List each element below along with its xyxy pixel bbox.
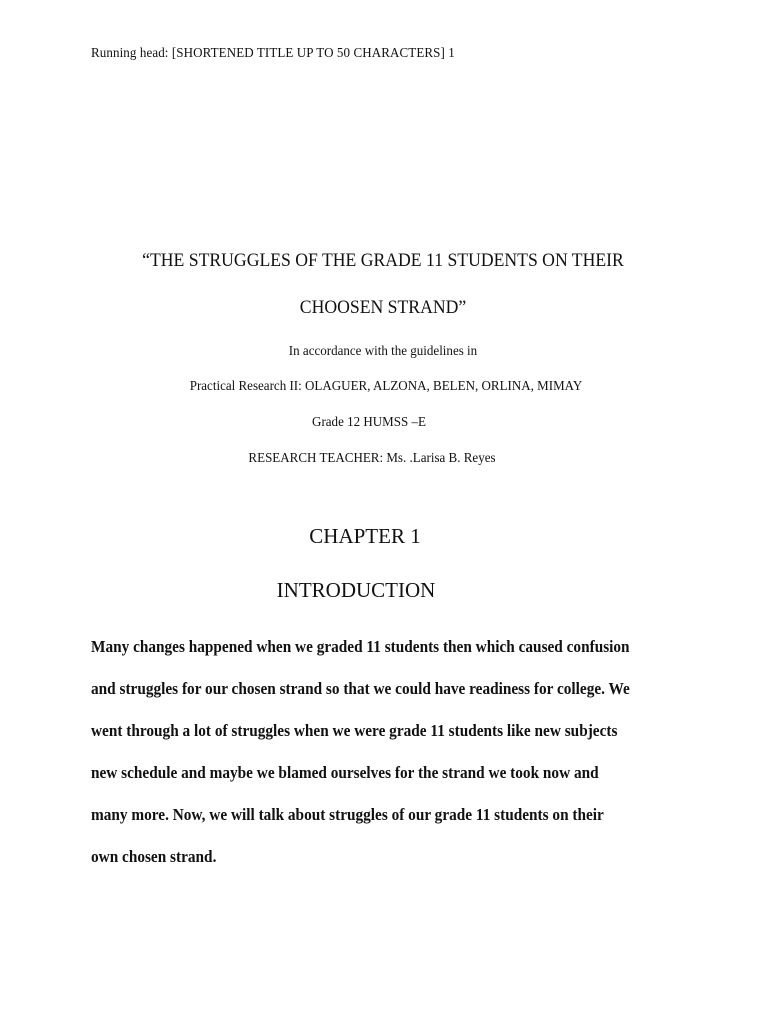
section-heading: INTRODUCTION	[276, 578, 436, 602]
teacher-line: RESEARCH TEACHER: Ms. .Larisa B. Reyes	[248, 451, 496, 466]
title-line-2: CHOOSEN STRAND”	[299, 297, 467, 318]
paragraph-line: went through a lot of struggles when we were grade 11 students like new subjects	[91, 721, 618, 740]
paragraph-line: own chosen strand.	[91, 847, 217, 866]
guidelines-line: In accordance with the guidelines in	[288, 344, 478, 359]
body-paragraph	[91, 626, 691, 878]
paragraph-line: Many changes happened when we graded 11 students then which caused confusion	[91, 637, 630, 656]
running-head: Running head: [SHORTENED TITLE UP TO 50 CHARACTERS] 1	[91, 46, 455, 61]
paragraph-line: new schedule and maybe we blamed ourselves for the strand we took now and	[91, 763, 599, 782]
grade-line: Grade 12 HUMSS –E	[312, 415, 426, 430]
paragraph-line: and struggles for our chosen strand so that we could have readiness for college. We	[91, 679, 630, 698]
chapter-number: CHAPTER 1	[309, 524, 421, 548]
paragraph-line: many more. Now, we will talk about struggles of our grade 11 students on their	[91, 805, 604, 824]
authors-line: Practical Research II: OLAGUER, ALZONA, BELEN, ORLINA, MIMAY	[189, 379, 583, 394]
title-line-1: “THE STRUGGLES OF THE GRADE 11 STUDENTS ON THEIR	[142, 250, 624, 271]
